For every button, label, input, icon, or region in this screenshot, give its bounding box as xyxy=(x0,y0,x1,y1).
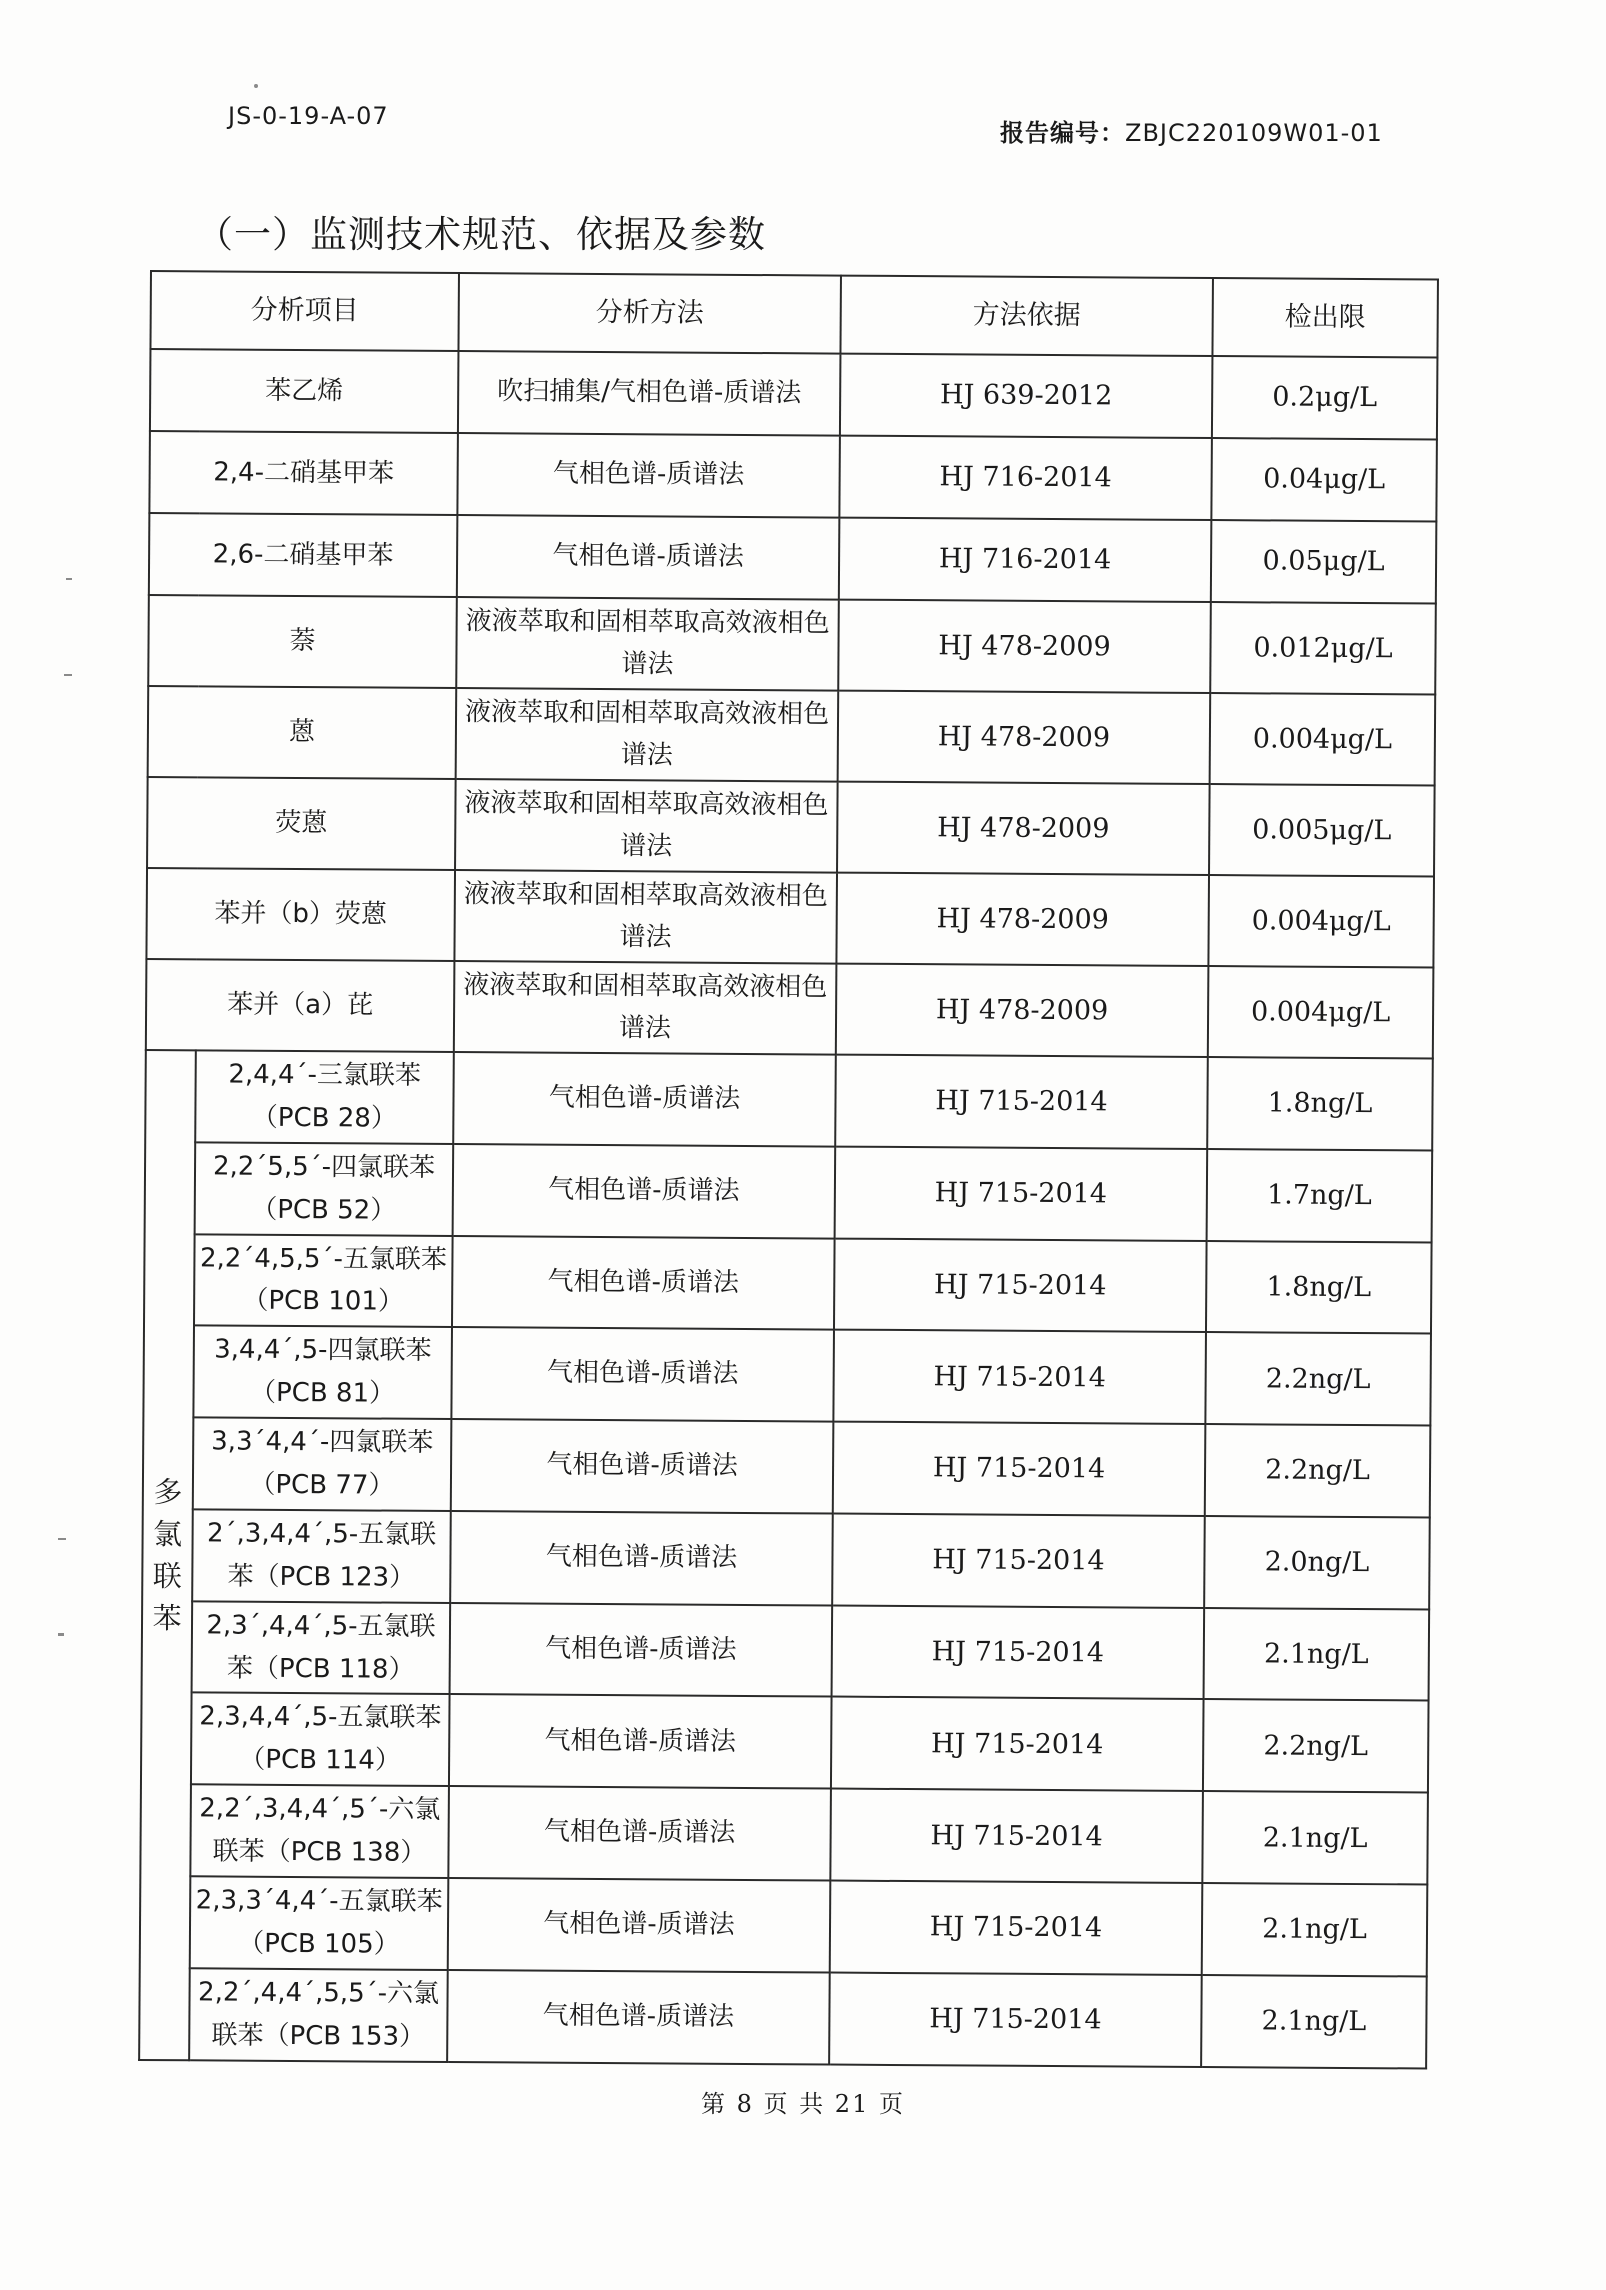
table-row xyxy=(147,777,1435,877)
method: 液液萃取和固相萃取高效液相色谱法 xyxy=(456,688,839,782)
method-basis: HJ 716-2014 xyxy=(839,518,1212,602)
method-basis: HJ 715-2014 xyxy=(833,1330,1206,1424)
detection-limit: 2.2ng/L xyxy=(1205,1332,1431,1425)
table-row xyxy=(141,1692,1429,1792)
header-limit: 检出限 xyxy=(1212,278,1438,357)
item-name: 荧蒽 xyxy=(147,777,456,870)
method-basis: HJ 715-2014 xyxy=(829,1972,1202,2066)
method: 气相色谱-质谱法 xyxy=(448,1878,831,1972)
method-basis: HJ 715-2014 xyxy=(832,1513,1205,1607)
header-item: 分析项目 xyxy=(150,271,459,351)
doc-code: JS-0-19-A-07 xyxy=(228,102,389,130)
item-name: 2,2´,4,4´,5,5´-六氯联苯（PCB 153） xyxy=(189,1968,448,2061)
method-basis: HJ 715-2014 xyxy=(830,1789,1203,1883)
method-basis: HJ 478-2009 xyxy=(837,782,1210,875)
detection-limit: 2.1ng/L xyxy=(1202,1883,1428,1976)
method-basis: HJ 715-2014 xyxy=(835,1055,1208,1149)
detection-limit: 0.012μg/L xyxy=(1210,602,1436,694)
scan-speck xyxy=(66,578,72,580)
detection-limit: 2.0ng/L xyxy=(1204,1516,1430,1609)
method: 液液萃取和固相萃取高效液相色谱法 xyxy=(454,870,837,964)
detection-limit: 0.005μg/L xyxy=(1209,784,1435,876)
monitoring-table-wrapper xyxy=(138,270,1437,2069)
method-basis: HJ 715-2014 xyxy=(830,1881,1203,1975)
table-row xyxy=(144,1234,1432,1334)
detection-limit: 0.05μg/L xyxy=(1211,520,1437,603)
detection-limit: 1.8ng/L xyxy=(1206,1241,1432,1334)
method: 气相色谱-质谱法 xyxy=(447,1970,830,2064)
detection-limit: 1.7ng/L xyxy=(1207,1149,1433,1242)
table-row xyxy=(148,595,1436,695)
group-label-pcb: 多氯联苯 xyxy=(139,1050,196,2060)
item-name: 3,3´4,4´-四氯联苯（PCB 77） xyxy=(193,1417,452,1510)
table-row xyxy=(142,1509,1430,1609)
scan-speck xyxy=(64,674,72,676)
method-basis: HJ 715-2014 xyxy=(831,1697,1204,1791)
method: 气相色谱-质谱法 xyxy=(451,1419,834,1513)
method-basis: HJ 715-2014 xyxy=(834,1238,1207,1332)
detection-limit: 0.04μg/L xyxy=(1211,438,1437,521)
item-name: 2,2´,3,4,4´,5´-六氯联苯（PCB 138） xyxy=(190,1785,449,1878)
method-basis: HJ 478-2009 xyxy=(836,873,1209,966)
method-basis: HJ 478-2009 xyxy=(838,691,1211,784)
item-name: 苯并（b）荧蒽 xyxy=(146,868,455,961)
table-row xyxy=(143,1325,1431,1425)
item-name: 2,2´4,5,5´-五氯联苯（PCB 101） xyxy=(194,1234,453,1327)
item-name: 2´,3,4,4´,5-五氯联苯（PCB 123） xyxy=(192,1509,451,1602)
page-footer: 第 8 页 共 21 页 xyxy=(701,2090,905,2118)
method: 气相色谱-质谱法 xyxy=(453,1144,836,1238)
detection-limit: 0.2μg/L xyxy=(1212,356,1438,439)
detection-limit: 2.2ng/L xyxy=(1203,1699,1429,1792)
table-header-row xyxy=(150,271,1437,358)
method: 气相色谱-质谱法 xyxy=(453,1052,836,1146)
method: 液液萃取和固相萃取高效液相色谱法 xyxy=(455,779,838,873)
table-row xyxy=(149,513,1437,604)
scan-speck xyxy=(254,84,258,88)
item-name: 2,3,3´4,4´-五氯联苯（PCB 105） xyxy=(190,1876,449,1969)
table-row xyxy=(140,1876,1428,1976)
table-row xyxy=(149,431,1437,522)
detection-limit: 2.1ng/L xyxy=(1204,1608,1430,1701)
method-basis: HJ 639-2012 xyxy=(840,354,1213,438)
method-basis: HJ 715-2014 xyxy=(832,1605,1205,1699)
item-name: 3,4,4´,5-四氯联苯（PCB 81） xyxy=(193,1326,452,1419)
method-basis: HJ 478-2009 xyxy=(836,964,1209,1057)
table-row xyxy=(145,1142,1433,1242)
table-row xyxy=(142,1601,1430,1701)
table-row xyxy=(146,959,1434,1059)
header-method: 分析方法 xyxy=(458,273,841,354)
item-name: 2,6-二硝基甲苯 xyxy=(149,513,458,597)
item-name: 苯并（a）芘 xyxy=(146,959,455,1052)
method: 气相色谱-质谱法 xyxy=(450,1603,833,1697)
method-basis: HJ 715-2014 xyxy=(835,1146,1208,1240)
report-number xyxy=(1000,113,1383,148)
table-row xyxy=(148,686,1436,786)
item-name: 苯乙烯 xyxy=(150,349,459,433)
method-basis: HJ 715-2014 xyxy=(833,1422,1206,1516)
monitoring-parameters-table xyxy=(138,270,1439,2069)
section-title: （一）监测技术规范、依据及参数 xyxy=(196,213,766,256)
method: 气相色谱-质谱法 xyxy=(451,1327,834,1421)
item-name: 2,3,4,4´,5-五氯联苯（PCB 114） xyxy=(191,1693,450,1786)
table-row xyxy=(146,868,1434,968)
detection-limit: 0.004μg/L xyxy=(1210,693,1436,785)
method: 液液萃取和固相萃取高效液相色谱法 xyxy=(454,961,837,1055)
method: 吹扫捕集/气相色谱-质谱法 xyxy=(458,351,841,436)
table-row xyxy=(143,1417,1431,1517)
method: 气相色谱-质谱法 xyxy=(457,515,840,600)
detection-limit: 0.004μg/L xyxy=(1208,966,1434,1058)
method: 气相色谱-质谱法 xyxy=(450,1511,833,1605)
method: 液液萃取和固相萃取高效液相色谱法 xyxy=(456,597,839,691)
method-basis: HJ 716-2014 xyxy=(839,436,1212,520)
method: 气相色谱-质谱法 xyxy=(457,433,840,518)
item-name: 2,2´5,5´-四氯联苯（PCB 52） xyxy=(195,1142,454,1235)
method: 气相色谱-质谱法 xyxy=(452,1236,835,1330)
item-name: 2,4,4´-三氯联苯（PCB 28） xyxy=(195,1050,454,1143)
method: 气相色谱-质谱法 xyxy=(448,1786,831,1880)
item-name: 蒽 xyxy=(148,686,457,779)
detection-limit: 1.8ng/L xyxy=(1207,1057,1433,1150)
method-basis: HJ 478-2009 xyxy=(838,600,1211,693)
item-name: 2,3´,4,4´,5-五氯联苯（PCB 118） xyxy=(192,1601,451,1694)
report-number-value: ZBJC220109W01-01 xyxy=(1125,119,1383,147)
detection-limit: 0.004μg/L xyxy=(1208,875,1434,967)
detection-limit: 2.1ng/L xyxy=(1201,1975,1427,2068)
detection-limit: 2.2ng/L xyxy=(1205,1424,1431,1517)
table-row xyxy=(139,1968,1427,2068)
table-row xyxy=(145,1050,1433,1150)
report-number-label: 报告编号： xyxy=(1000,119,1125,147)
scan-speck xyxy=(58,1633,64,1636)
item-name: 2,4-二硝基甲苯 xyxy=(149,431,458,515)
scan-speck xyxy=(58,1538,66,1540)
header-basis: 方法依据 xyxy=(840,276,1213,356)
item-name: 萘 xyxy=(148,595,457,688)
table-row xyxy=(140,1784,1428,1884)
method: 气相色谱-质谱法 xyxy=(449,1694,832,1788)
table-row xyxy=(150,349,1438,440)
detection-limit: 2.1ng/L xyxy=(1202,1791,1428,1884)
